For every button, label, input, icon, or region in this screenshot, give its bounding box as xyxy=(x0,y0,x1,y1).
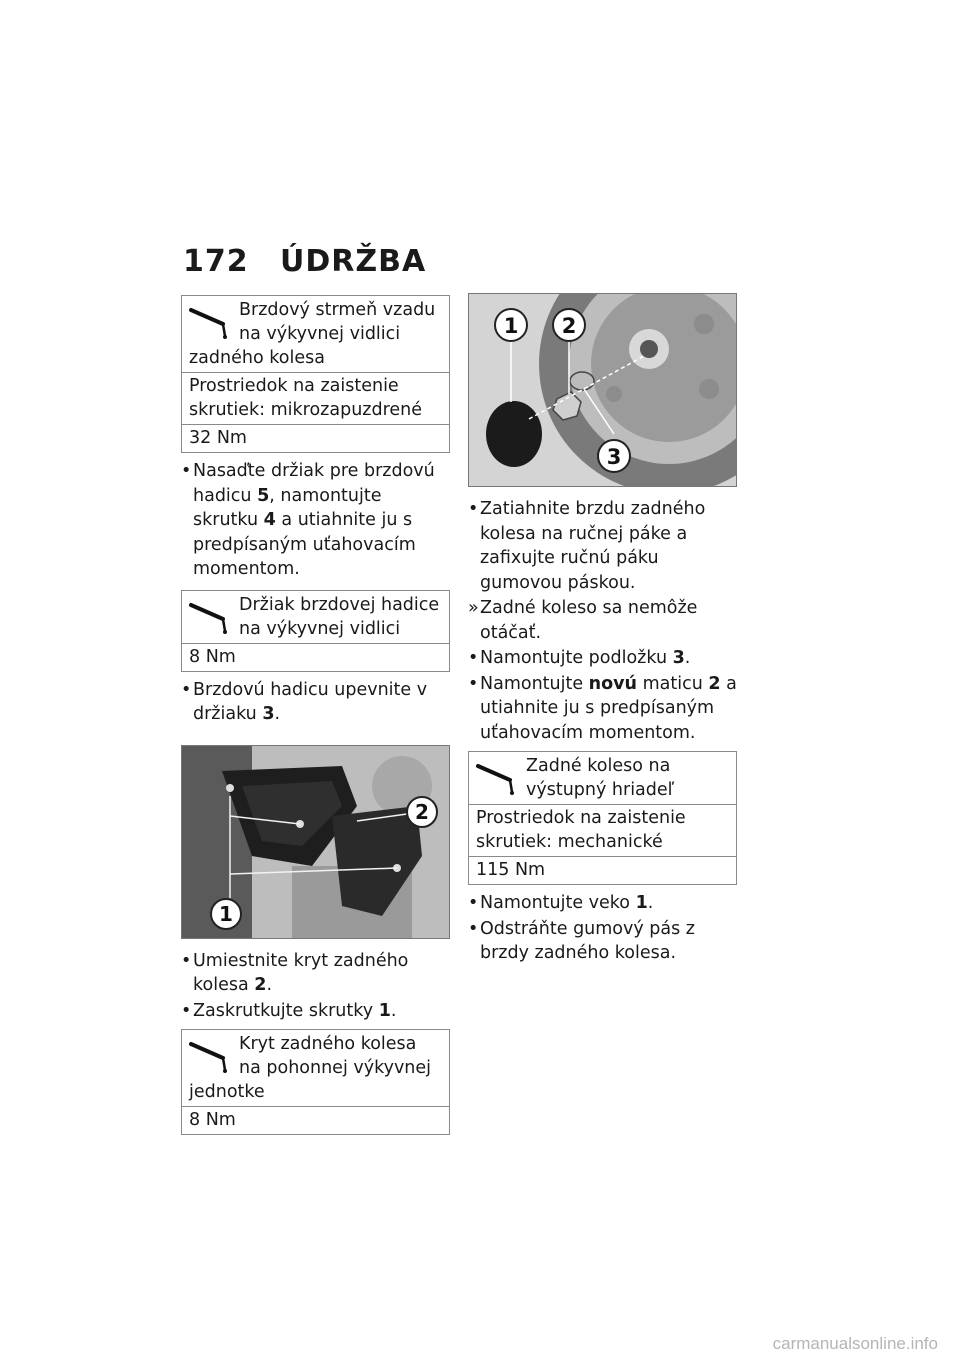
bullet-icon: • xyxy=(181,950,192,971)
result-marker-icon: » xyxy=(468,598,479,618)
callout-3: 3 xyxy=(606,445,622,469)
spec-value: 32 Nm xyxy=(182,424,449,452)
step-fasten-hose: • Brzdovú hadicu upevnite v držiaku 3. xyxy=(181,679,428,724)
torque-wrench-icon xyxy=(189,599,233,635)
bullet-icon: • xyxy=(181,679,192,700)
callout-2: 2 xyxy=(561,314,577,338)
torque-wrench-icon xyxy=(476,760,520,796)
spec-value: 8 Nm xyxy=(182,643,449,671)
step-apply-brake: • Zatiahnite brzdu zadného kolesa na ručnej páke a zafixujte ručnú páku gumovou páskou. xyxy=(468,499,706,593)
spec-title: Držiak brzdovej hadice na výkyvnej vidlici xyxy=(239,594,440,639)
torque-spec-brake-caliper xyxy=(181,295,450,453)
torque-wrench-icon xyxy=(189,1038,233,1074)
callout-2: 2 xyxy=(415,799,429,824)
bullet-icon: • xyxy=(468,499,479,519)
step-install-cap: • Namontujte veko 1. xyxy=(468,891,737,916)
page-header xyxy=(183,244,426,279)
torque-spec-hose-holder xyxy=(181,590,450,672)
spec-note: Prostriedok na zaistenie skrutiek: mechanické xyxy=(469,804,736,856)
spec-title: Kryt zadného kolesa na pohonnej výkyvnej jednotke xyxy=(189,1034,432,1102)
bullet-icon: • xyxy=(468,648,479,668)
step-install-washer: • Namontujte podložku 3. xyxy=(468,646,737,671)
right-column xyxy=(468,295,737,967)
page-number: 172 xyxy=(183,244,249,279)
spec-title: Zadné koleso na výstupný hriadeľ xyxy=(526,756,675,800)
torque-spec-rear-wheel xyxy=(468,751,737,885)
step-place-cover: • Umiestnite kryt zadného kolesa 2. xyxy=(181,950,409,995)
photo-rear-wheel-cover xyxy=(181,745,450,939)
bullet-icon: • xyxy=(468,673,479,694)
bullet-icon: • xyxy=(181,1000,192,1021)
spec-title: Brzdový strmeň vzadu na výkyvnej vidlici zadného kolesa xyxy=(189,300,436,368)
photo-rear-axle xyxy=(468,293,737,487)
callout-1: 1 xyxy=(219,901,233,926)
callout-1: 1 xyxy=(503,314,519,338)
result-wheel-locked: » Zadné koleso sa nemôže otáčať. xyxy=(468,598,698,643)
spec-value: 8 Nm xyxy=(182,1106,449,1134)
left-column xyxy=(181,295,450,1141)
torque-spec-wheel-cover xyxy=(181,1029,450,1135)
bullet-icon: • xyxy=(468,893,479,913)
torque-wrench-icon xyxy=(189,304,233,340)
step-install-nut: • Namontujte novú maticu 2 a utiahnite ju s predpísaným uťahovacím momentom. xyxy=(468,673,737,743)
step-screw-bolts: • Zaskrutkujte skrutky 1. xyxy=(181,999,450,1024)
spec-value: 115 Nm xyxy=(469,856,736,884)
spec-note: Prostriedok na zaistenie skrutiek: mikrozapuzdrené xyxy=(182,372,449,424)
bullet-icon: • xyxy=(181,461,192,481)
watermark: carmanualsonline.info xyxy=(772,1334,938,1353)
step-brake-hose-holder: • Nasaďte držiak pre brzdovú hadicu 5, namontujte skrutku 4 a utiahnite ju s predpísaným uťahovacím momentom. xyxy=(181,461,435,579)
chapter-title: ÚDRŽBA xyxy=(280,244,427,279)
bullet-icon: • xyxy=(468,918,479,939)
step-remove-band: • Odstráňte gumový pás z brzdy zadného kolesa. xyxy=(468,918,695,963)
